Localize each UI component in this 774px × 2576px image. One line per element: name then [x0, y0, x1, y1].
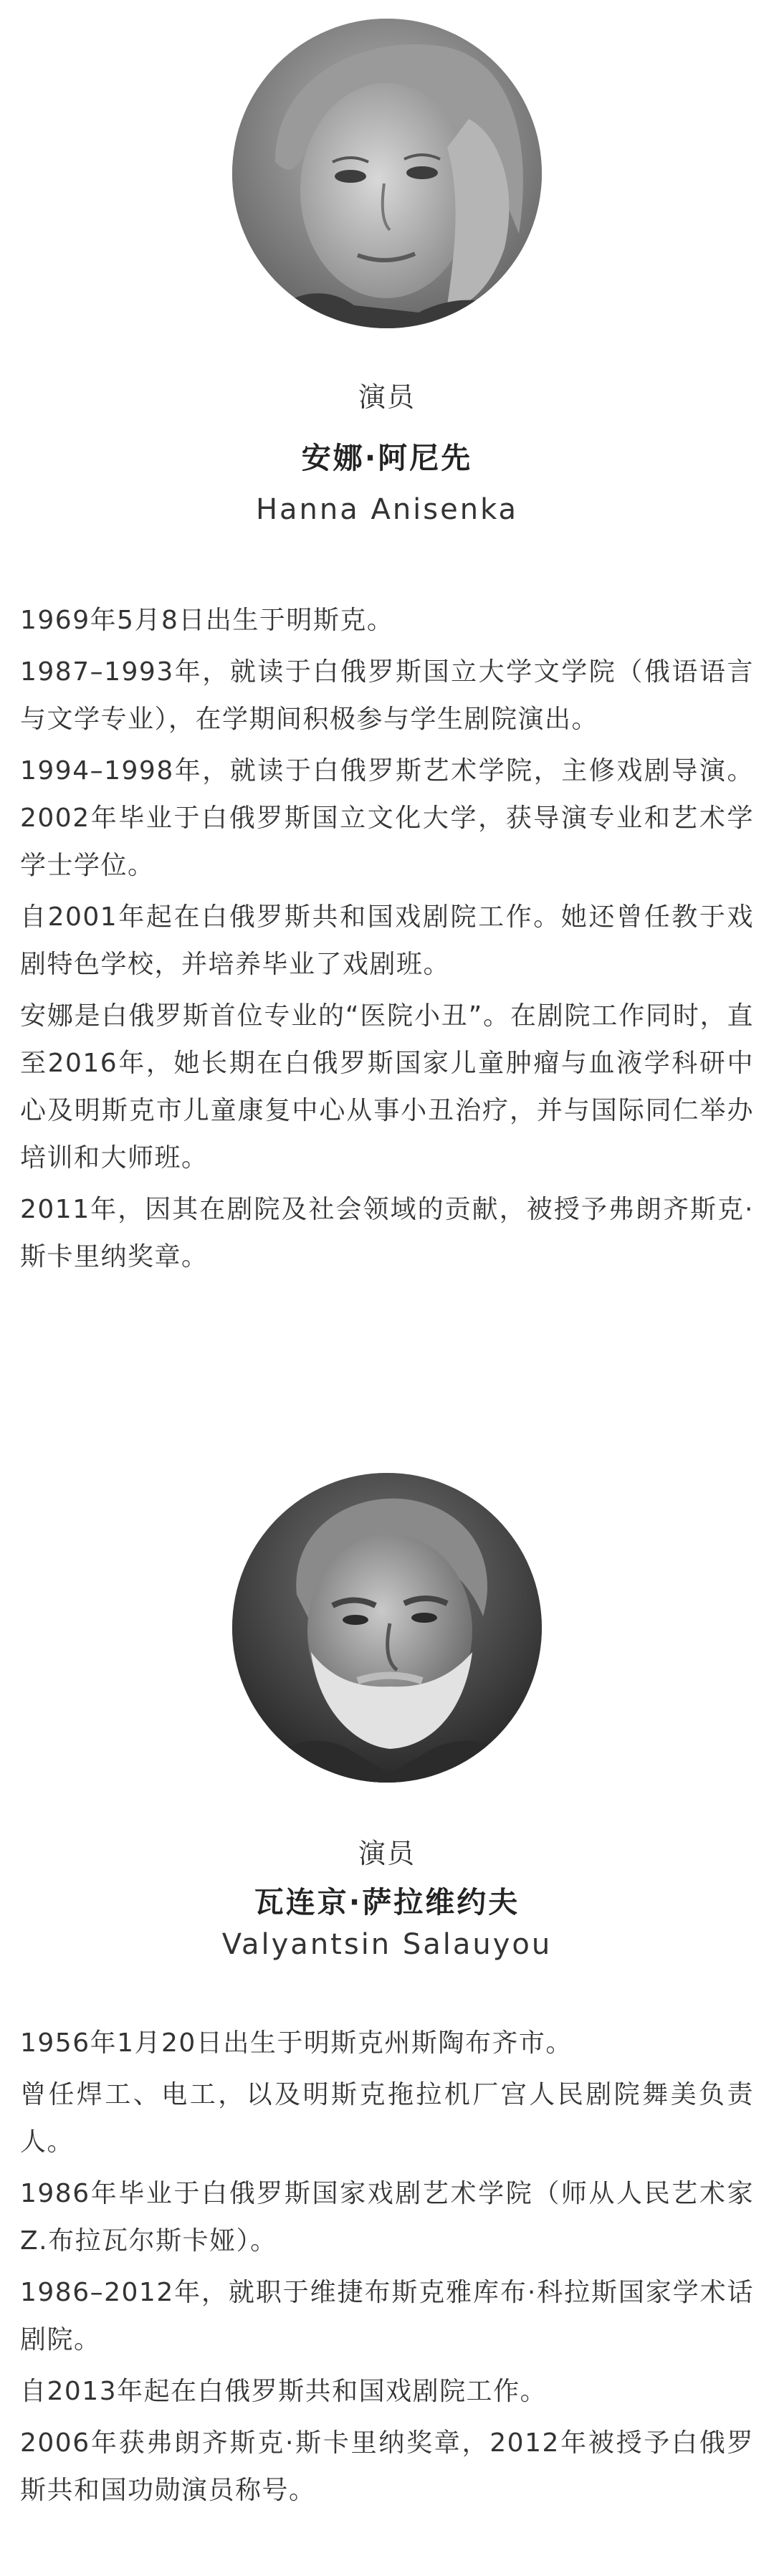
- biography: [20, 597, 754, 1285]
- bearded-man-portrait-icon: [232, 1473, 542, 1783]
- bio-paragraph: 2011年，因其在剧院及社会领域的贡献，被授予弗朗齐斯克·斯卡里纳奖章。: [20, 1195, 754, 1272]
- bio-paragraph: 自2001年起在白俄罗斯共和国戏剧院工作。她还曾任教于戏剧特色学校，并培养毕业了戏剧班。: [20, 902, 754, 979]
- bio-paragraph: 1986–2012年，就职于维捷布斯克雅库布·科拉斯国家学术话剧院。: [20, 2278, 754, 2355]
- bio-paragraph: 1969年5月8日出生于明斯克。: [20, 606, 394, 635]
- portrait-photo: [232, 1473, 542, 1783]
- bio-paragraph: 2006年获弗朗齐斯克·斯卡里纳奖章，2012年被授予白俄罗斯共和国功勋演员称号。: [20, 2428, 754, 2505]
- bio-paragraph: 1956年1月20日出生于明斯克州斯陶布齐市。: [20, 2028, 573, 2058]
- actor-name-chinese: 安娜·阿尼先: [301, 441, 473, 475]
- bio-paragraph: 安娜是白俄罗斯首位专业的“医院小丑”。在剧院工作同时，直至2016年，她长期在白俄罗斯国家儿童肿瘤与血液学科研中心及明斯克市儿童康复中心从事小丑治疗，并与国际同仁举办培训和大师班。: [20, 1001, 754, 1173]
- woman-portrait-icon: [232, 19, 542, 328]
- bio-paragraph: 1986年毕业于白俄罗斯国家戏剧艺术学院（师从人民艺术家Z.布拉瓦尔斯卡娅）。: [20, 2179, 754, 2256]
- actor-name-english: Hanna Anisenka: [255, 493, 519, 526]
- biography: [20, 2020, 754, 2519]
- portrait-photo: [232, 19, 542, 328]
- role-label: 演员: [358, 381, 416, 413]
- actor-name-chinese: 瓦连京·萨拉维约夫: [254, 1885, 520, 1919]
- role-label: 演员: [358, 1838, 416, 1869]
- actor-name-english: Valyantsin Salauyou: [221, 1928, 553, 1961]
- bio-paragraph: 自2013年起在白俄罗斯共和国戏剧院工作。: [20, 2377, 548, 2406]
- bio-paragraph: 1987–1993年，就读于白俄罗斯国立大学文学院（俄语语言与文学专业），在学期间积极参与学生剧院演出。: [20, 657, 754, 734]
- bio-paragraph: 1994–1998年，就读于白俄罗斯艺术学院，主修戏剧导演。2002年毕业于白俄罗斯国立文化大学，获导演专业和艺术学学士学位。: [20, 756, 754, 880]
- bio-paragraph: 曾任焊工、电工，以及明斯克拖拉机厂宫人民剧院舞美负责人。: [20, 2080, 754, 2157]
